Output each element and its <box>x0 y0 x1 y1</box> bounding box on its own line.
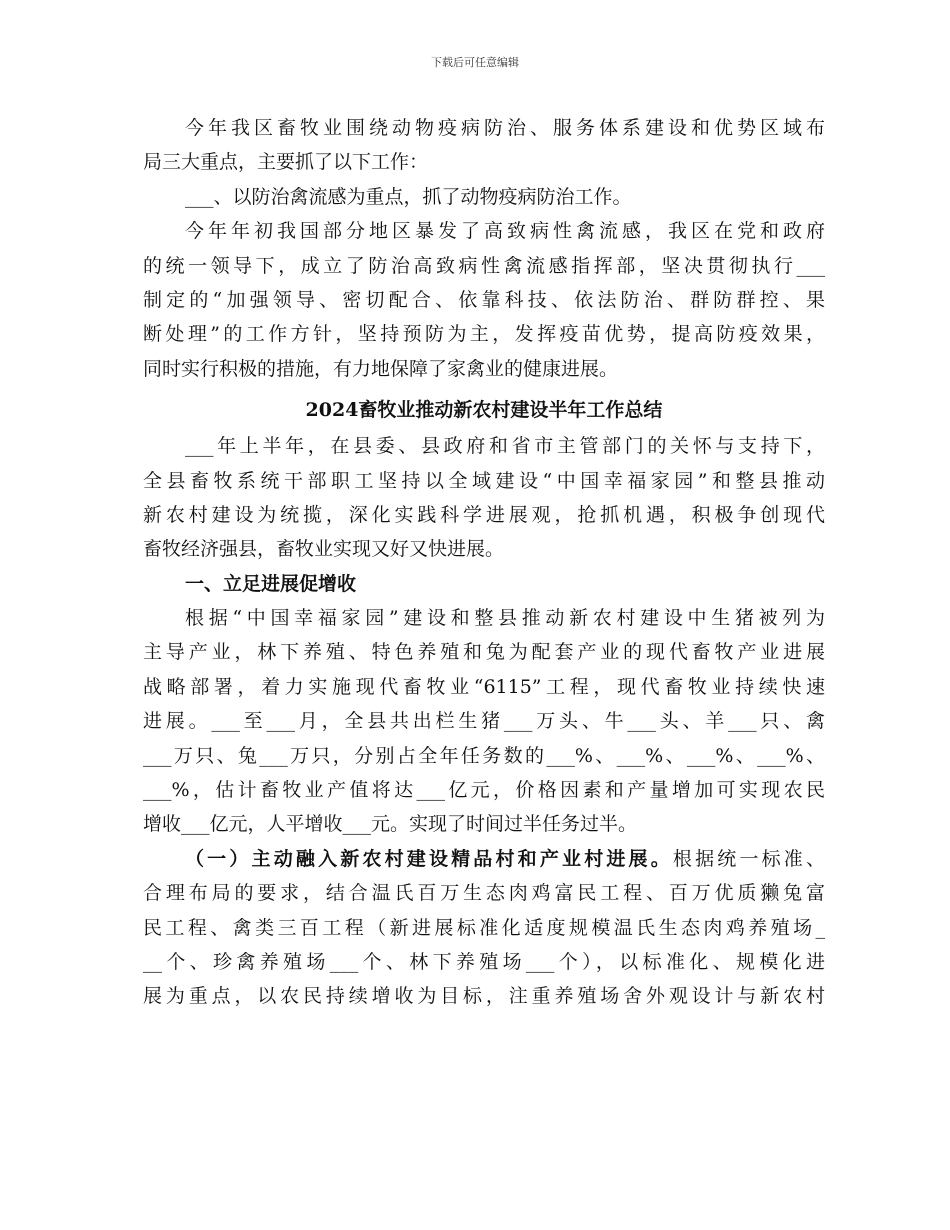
paragraph-intro <box>143 111 825 180</box>
text-line: ___%，估计畜牧业产值将达___亿元，价格因素和产量增加可实现农民 <box>143 779 825 802</box>
text-line: 新农村建设为统揽，深化实践科学进展观，抢抓机遇，积极争创现代 <box>143 503 825 526</box>
paragraph-avian-flu <box>143 214 825 386</box>
paragraph-statistics <box>143 601 825 842</box>
text-line: 进展。___至___月，全县共出栏生猪___万头、牛___头、羊___只、禽 <box>143 710 825 733</box>
text-line: 制定的“加强领导、密切配合、依靠科技、依法防治、群防群控、果 <box>143 288 825 311</box>
text-line: ___、以防治禽流感为重点，抓了动物疫病防治工作。 <box>185 185 632 208</box>
paragraph-half-year <box>143 429 825 567</box>
text-line: 断处理”的工作方针，坚持预防为主，发挥疫苗优势，提高防疫效果， <box>143 323 825 346</box>
text-line: 的统一领导下，成立了防治高致病性禽流感指挥部，坚决贯彻执行___ <box>143 254 825 277</box>
subsection-lead: （一）主动融入新农村建设精品村和产业村进展。 <box>185 847 673 870</box>
text-line: 主导产业，林下养殖、特色养殖和兔为配套产业的现代畜牧产业进展 <box>143 641 825 664</box>
text-line: 增收___亿元，人平增收___元。实现了时间过半任务过半。 <box>143 813 638 836</box>
text-line: 战略部署，着力实施现代畜牧业“6115”工程，现代畜牧业持续快速 <box>143 675 825 698</box>
paragraph-item-one <box>143 180 825 214</box>
paragraph-new-village <box>143 842 825 1014</box>
text-line <box>143 842 825 876</box>
text-line: 畜牧经济强县，畜牧业实现又好又快进展。 <box>143 538 505 561</box>
text-line: 根据“中国幸福家园”建设和整县推动新农村建设中生猪被列为 <box>185 607 825 630</box>
text-line: 合理布局的要求，结合温氏百万生态肉鸡富民工程、百万优质獭兔富 <box>143 882 825 905</box>
text-line: 民工程、禽类三百工程（新进展标准化适度规模温氏生态肉鸡养殖场_ <box>143 916 825 939</box>
text-line: 全县畜牧系统干部职工坚持以全域建设“中国幸福家园”和整县推动 <box>143 469 825 492</box>
text-line: 今年我区畜牧业围绕动物疫病防治、服务体系建设和优势区域布 <box>185 117 825 139</box>
header-note: 下载后可任意编辑 <box>431 56 519 69</box>
document-body <box>143 111 825 1014</box>
text-line: ___年上半年，在县委、县政府和省市主管部门的关怀与支持下， <box>185 435 825 458</box>
text-span: 根据统一标准、 <box>672 847 825 870</box>
text-line: 同时实行积极的措施，有力地保障了家禽业的健康进展。 <box>143 357 619 380</box>
document-title: 2024畜牧业推动新农村建设半年工作总结 <box>305 399 663 422</box>
text-line: ___万只、兔___万只，分别占全年任务数的___%、___%、___%、___%、 <box>143 744 825 767</box>
text-line: __个、珍禽养殖场___个、林下养殖场___个），以标准化、规模化进 <box>143 950 825 973</box>
text-line: 展为重点，以农民持续增收为目标，注重养殖场舍外观设计与新农村 <box>143 985 825 1008</box>
text-line: 局三大重点，主要抓了以下工作： <box>143 151 429 174</box>
section-heading: 一、立足进展促增收 <box>185 572 357 595</box>
text-line: 今年年初我国部分地区暴发了高致病性禽流感，我区在党和政府 <box>185 220 825 243</box>
